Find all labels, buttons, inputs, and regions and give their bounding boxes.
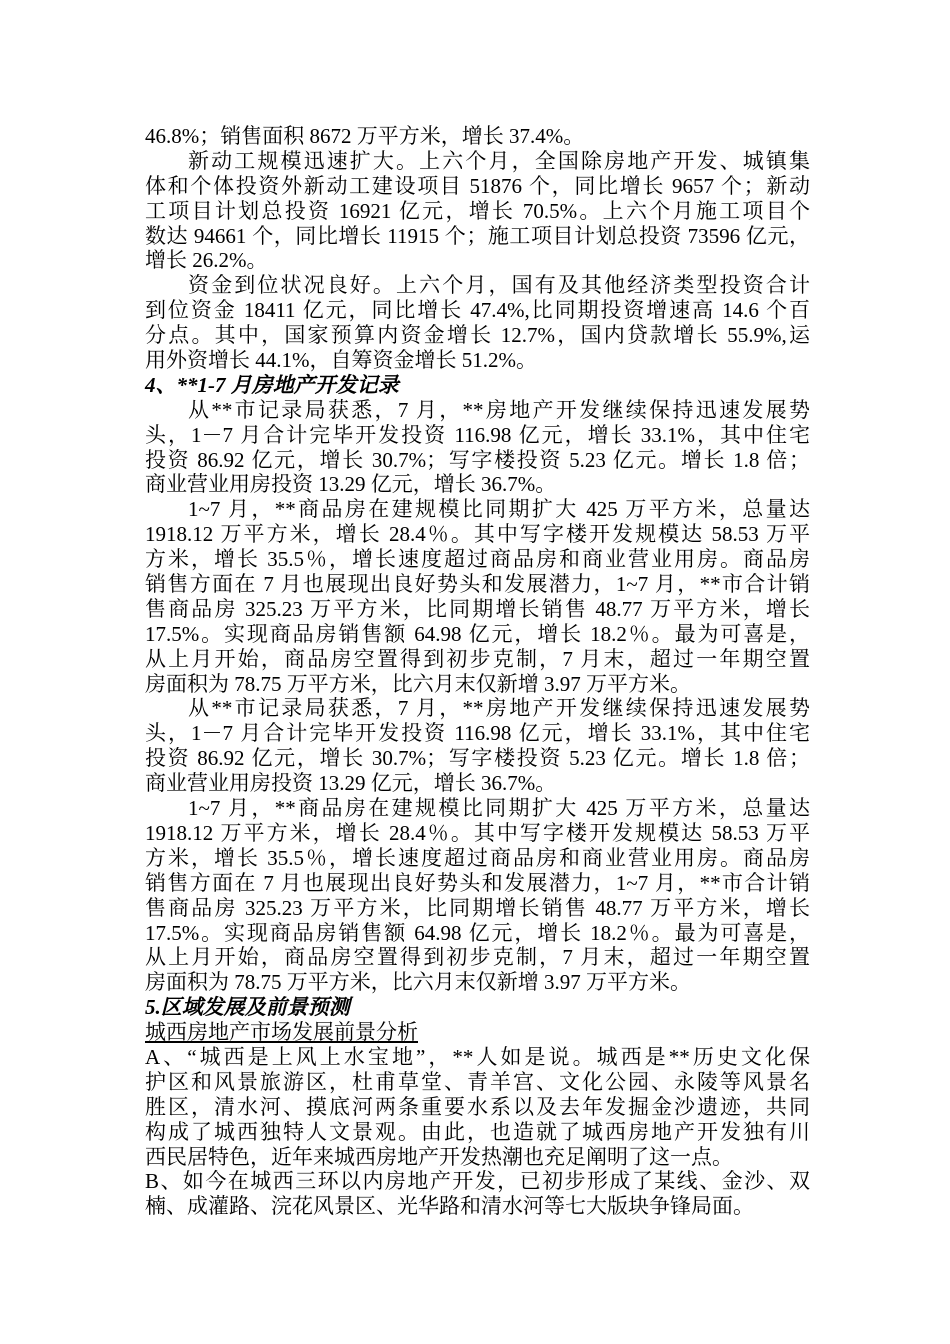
section-heading: 4、**1-7 月房地产开发记录 [145,372,399,397]
text-line: 分点。其中，国家预算内资金增长 12.7%，国内贷款增长 55.9%,运 [145,323,810,348]
text-line: 护区和风景旅游区，杜甫草堂、青羊宫、文化公园、永陵等风景名 [145,1069,810,1094]
text-line: 用外资增长 44.1%，自筹资金增长 51.2%。 [145,348,537,373]
text-line: 销售方面在 7 月也展现出良好势头和发展潜力，1~7 月，**市合计销 [145,572,810,597]
text-line: 1918.12 万平方米，增长 28.4％。其中写字楼开发规模达 58.53 万平 [145,820,810,845]
text-line: 销售方面在 7 月也展现出良好势头和发展潜力，1~7 月，**市合计销 [145,870,810,895]
text-line: 新动工规模迅速扩大。上六个月，全国除房地产开发、城镇集 [188,148,810,173]
subsection-heading [145,1020,810,1045]
subsection-heading-text: 城西房地产市场发展前景分析 [145,1020,418,1045]
text-line: 头，1－7 月合计完毕开发投资 116.98 亿元，增长 33.1%，其中住宅 [145,422,810,447]
text-line: 到位资金 18411 亿元，同比增长 47.4%,比同期投资增速高 14.6 个百 [145,298,810,323]
text-line: 1918.12 万平方米，增长 28.4％。其中写字楼开发规模达 58.53 万平 [145,522,810,547]
paragraph [145,796,810,995]
text-line: 从上月开始，商品房空置得到初步克制，7 月末，超过一年期空置 [145,945,810,970]
paragraph [145,1169,810,1219]
text-line: 1~7 月，**商品房在建规模比同期扩大 425 万平方米，总量达 [188,796,810,821]
text-line: 17.5%。实现商品房销售额 64.98 亿元，增长 18.2％。最为可喜是， [145,920,810,945]
paragraph [145,696,810,796]
text-line: 投资 86.92 亿元，增长 30.7%；写字楼投资 5.23 亿元。增长 1.8 倍； [145,447,810,472]
text-line: B、如今在城西三环以内房地产开发，已初步形成了某线、金沙、双 [145,1169,810,1194]
text-line: 从**市记录局获悉，7 月，**房地产开发继续保持迅速发展势 [188,696,810,721]
text-line: 从**市记录局获悉，7 月，**房地产开发继续保持迅速发展势 [188,397,810,422]
text-line: 从上月开始，商品房空置得到初步克制，7 月末，超过一年期空置 [145,646,810,671]
text-line: 售商品房 325.23 万平方米，比同期增长销售 48.77 万平方米，增长 [145,895,810,920]
text-line: 体和个体投资外新动工建设项目 51876 个，同比增长 9657 个；新动 [145,173,810,198]
text-line: 投资 86.92 亿元，增长 30.7%；写字楼投资 5.23 亿元。增长 1.8 倍； [145,746,810,771]
paragraph [145,1045,810,1169]
text-line: 方米，增长 35.5％，增长速度超过商品房和商业营业用房。商品房 [145,845,810,870]
text-line: 售商品房 325.23 万平方米，比同期增长销售 48.77 万平方米，增长 [145,596,810,621]
text-line: 工项目计划总投资 16921 亿元，增长 70.5%。上六个月施工项目个 [145,198,810,223]
text-line: 胜区，清水河、摸底河两条重要水系以及去年发掘金沙遗迹，共同 [145,1094,810,1119]
text-line: 46.8%；销售面积 8672 万平方米，增长 37.4%。 [145,124,585,148]
text-line: 楠、成灌路、浣花风景区、光华路和清水河等七大版块争锋局面。 [145,1194,754,1219]
paragraph [145,124,810,149]
text-line: A、“城西是上风上水宝地”，**人如是说。城西是**历史文化保 [145,1044,810,1069]
section-heading: 5.区域发展及前景预测 [145,995,350,1020]
text-line: 方米，增长 35.5％，增长速度超过商品房和商业营业用房。商品房 [145,547,810,572]
text-line: 房面积为 78.75 万平方米，比六月末仅新增 3.97 万平方米。 [145,671,691,696]
text-line: 构成了城西独特人文景观。由此，也造就了城西房地产开发独有川 [145,1119,810,1144]
paragraph [145,273,810,373]
paragraph [145,497,810,696]
paragraph [145,398,810,498]
text-line: 商业营业用房投资 13.29 亿元，增长 36.7%。 [145,472,557,497]
text-line: 房面积为 78.75 万平方米，比六月末仅新增 3.97 万平方米。 [145,970,691,995]
text-line: 头，1－7 月合计完毕开发投资 116.98 亿元，增长 33.1%，其中住宅 [145,721,810,746]
text-line: 资金到位状况良好。上六个月，国有及其他经济类型投资合计 [188,273,810,298]
text-line: 西民居特色，近年来城西房地产开发热潮也充足阐明了这一点。 [145,1144,733,1169]
paragraph [145,149,810,273]
text-line: 1~7 月，**商品房在建规模比同期扩大 425 万平方米，总量达 [188,497,810,522]
text-line: 数达 94661 个，同比增长 11915 个；施工项目计划总投资 73596 亿元， [145,223,810,248]
document-body [145,124,810,1219]
text-line: 17.5%。实现商品房销售额 64.98 亿元，增长 18.2％。最为可喜是， [145,621,810,646]
text-line: 商业营业用房投资 13.29 亿元，增长 36.7%。 [145,771,557,796]
text-line: 增长 26.2%。 [145,248,268,273]
